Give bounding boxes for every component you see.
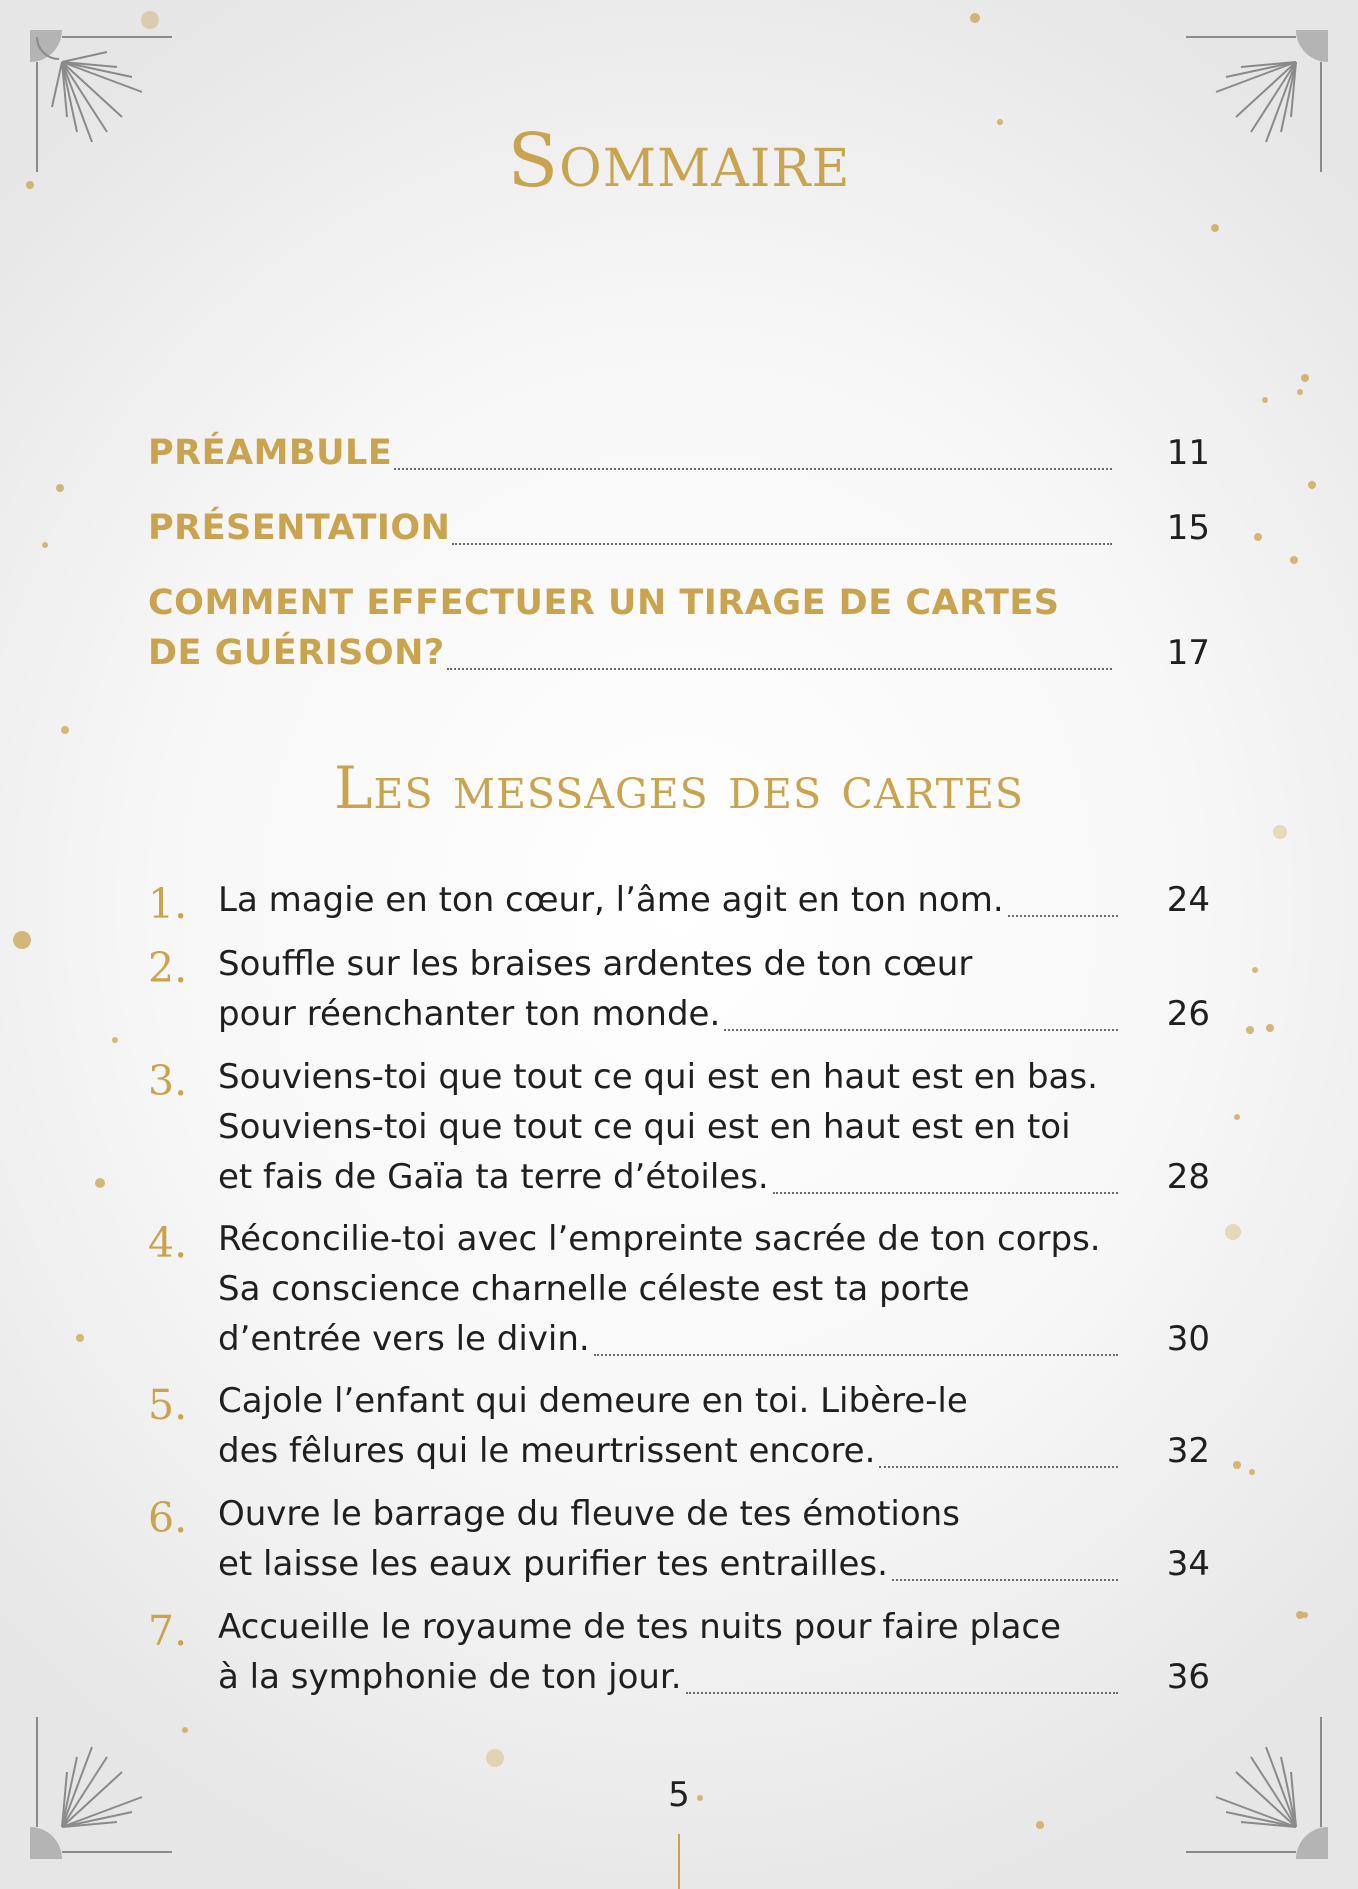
dot-leader xyxy=(1008,914,1118,917)
message-text: d’entrée vers le divin. xyxy=(218,1319,590,1359)
dot-leader xyxy=(447,667,1112,670)
message-page: 32 xyxy=(1166,1431,1210,1471)
toc-entry-label: PRÉAMBULE xyxy=(148,433,393,473)
message-page: 34 xyxy=(1166,1544,1210,1584)
dot-leader xyxy=(452,542,1112,545)
message-number: 5. xyxy=(148,1381,188,1429)
dot-leader xyxy=(594,1353,1118,1356)
message-text: à la symphonie de ton jour. xyxy=(218,1657,682,1697)
decorative-vertical-line xyxy=(678,1834,680,1889)
message-text: La magie en ton cœur, l’âme agit en ton nom. xyxy=(218,880,1004,920)
toc-entry-page: 11 xyxy=(1166,433,1210,473)
message-text: Accueille le royaume de tes nuits pour faire place xyxy=(218,1607,1062,1647)
message-number: 7. xyxy=(148,1607,188,1655)
message-text: des fêlures qui le meurtrissent encore. xyxy=(218,1431,876,1471)
toc-entry-preambule[interactable] xyxy=(148,433,1210,483)
message-page: 26 xyxy=(1166,994,1210,1034)
toc-entry-tirage[interactable] xyxy=(148,583,1210,683)
message-number: 6. xyxy=(148,1494,188,1542)
message-page: 24 xyxy=(1166,880,1210,920)
message-text: Souffle sur les braises ardentes de ton cœur xyxy=(218,944,973,984)
message-text: Souviens-toi que tout ce qui est en haut est en bas. xyxy=(218,1057,1098,1097)
page-title: Sommaire xyxy=(507,118,851,204)
toc-entry-label: DE GUÉRISON? xyxy=(148,633,445,673)
dot-leader xyxy=(879,1465,1118,1468)
message-text: Réconcilie-toi avec l’empreinte sacrée de ton corps. xyxy=(218,1219,1101,1259)
toc-entry-presentation[interactable] xyxy=(148,508,1210,558)
message-text: pour réenchanter ton monde. xyxy=(218,994,721,1034)
toc-entry-label: PRÉSENTATION xyxy=(148,508,451,548)
message-text: et fais de Gaïa ta terre d’étoiles. xyxy=(218,1157,769,1197)
message-number: 4. xyxy=(148,1219,188,1267)
dot-leader xyxy=(686,1691,1118,1694)
message-page: 28 xyxy=(1166,1157,1210,1197)
page-number: 5 xyxy=(668,1775,690,1815)
dot-leader xyxy=(892,1578,1118,1581)
section-title: Les messages des cartes xyxy=(334,754,1024,822)
message-number: 1. xyxy=(148,880,188,928)
message-page: 30 xyxy=(1166,1319,1210,1359)
message-number: 2. xyxy=(148,944,188,992)
message-text: Ouvre le barrage du fleuve de tes émotions xyxy=(218,1494,960,1534)
dot-leader xyxy=(394,467,1112,470)
toc-entry-page: 15 xyxy=(1166,508,1210,548)
message-text: Sa conscience charnelle céleste est ta porte xyxy=(218,1269,970,1309)
message-number: 3. xyxy=(148,1057,188,1105)
message-text: Souviens-toi que tout ce qui est en haut est en toi xyxy=(218,1107,1071,1147)
message-text: Cajole l’enfant qui demeure en toi. Libère-le xyxy=(218,1381,968,1421)
message-text: et laisse les eaux purifier tes entrailles. xyxy=(218,1544,888,1584)
dot-leader xyxy=(773,1191,1118,1194)
message-page: 36 xyxy=(1166,1657,1210,1697)
toc-entry-page: 17 xyxy=(1166,633,1210,673)
dot-leader xyxy=(724,1028,1118,1031)
toc-entry-label: COMMENT EFFECTUER UN TIRAGE DE CARTES xyxy=(148,583,1060,623)
